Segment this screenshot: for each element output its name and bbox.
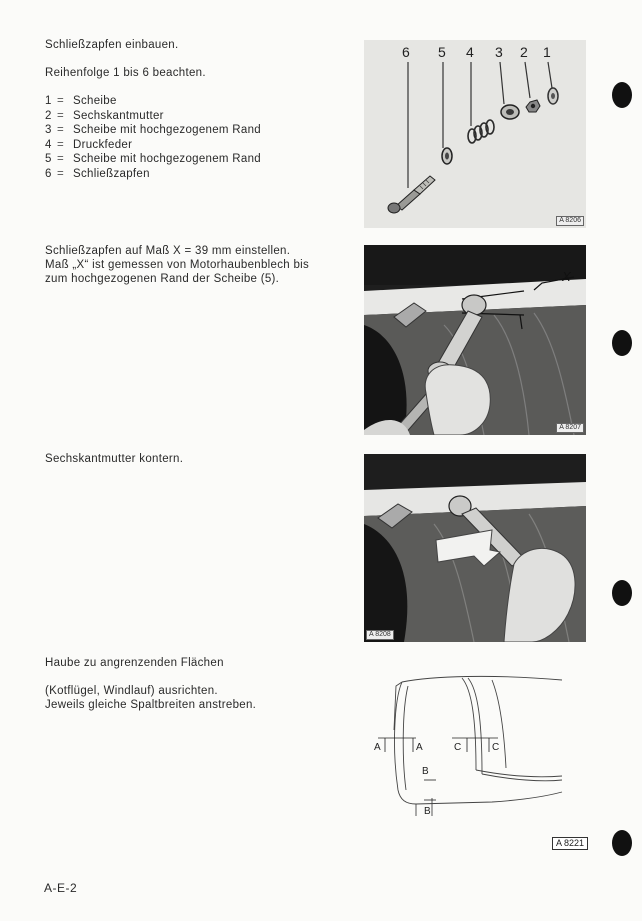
binder-hole [612,82,632,108]
gap-label-a: A [374,742,381,753]
part-equals: = [57,124,65,136]
figure-reference: A 8207 [556,423,584,433]
figure-parts-exploded [364,40,586,228]
section-2-line-1: Schließzapfen auf Maß X = 39 mm einstellen. [45,245,291,257]
section-4-line-2: (Kotflügel, Windlauf) ausrichten. [45,685,218,697]
figure-reference: A 8208 [366,630,394,640]
part-number: 3 [45,124,52,136]
parts-list-item [45,94,261,109]
figure-counter-nut [364,454,586,642]
part-number: 4 [45,138,52,151]
part-label: 5 [438,44,446,60]
part-equals: = [57,167,65,180]
section-4-line-1: Haube zu angrenzenden Flächen [45,657,224,669]
parts-list [45,94,261,181]
section-1-heading: Schließzapfen einbauen. [45,39,179,51]
part-number: 5 [45,153,52,165]
figure-hood-alignment [372,670,568,820]
binder-hole [612,330,632,356]
section-2-line-2: Maß „X“ ist gemessen von Motorhaubenblech bis [45,259,310,271]
page-number: A-E-2 [44,881,78,895]
part-name: Scheibe mit hochgezogenem Rand [73,153,262,165]
figure-reference: A 8206 [556,216,584,226]
part-label: 2 [520,44,528,60]
parts-list-item [45,138,261,153]
section-4-line-3: Jeweils gleiche Spaltbreiten anstreben. [45,699,257,711]
part-equals: = [57,153,65,165]
binder-hole [612,830,632,856]
part-name: Scheibe mit hochgezogenem Rand [73,124,262,136]
part-name: Druckfeder [73,138,133,151]
part-equals: = [57,109,65,122]
gap-label-b: B [424,806,431,817]
part-name: Schließzapfen [73,167,150,180]
gap-label-c: C [454,742,462,753]
part-name: Sechskantmutter [73,109,164,122]
part-equals: = [57,95,65,107]
binder-hole [612,580,632,606]
part-label: 6 [402,44,410,60]
x-dimension-label: X [562,269,571,284]
parts-list-item [45,123,261,138]
section-2-line-3: zum hochgezogenen Rand der Scheibe (5). [45,273,280,285]
part-number: 2 [45,109,52,122]
parts-list-item [45,109,261,124]
part-number: 6 [45,167,52,180]
parts-list-item [45,167,261,182]
gap-label-c: C [492,742,500,753]
figure-reference: A 8221 [552,837,588,850]
section-3-text: Sechskantmutter kontern. [45,453,184,465]
gap-label-b: B [422,766,429,777]
gap-label-a: A [416,742,423,753]
part-label: 1 [543,44,551,60]
figure-measure-x [364,245,586,435]
order-note: Reihenfolge 1 bis 6 beachten. [45,67,206,79]
parts-list-item [45,152,261,167]
part-equals: = [57,138,65,151]
part-label: 3 [495,44,503,60]
part-name: Scheibe [73,95,117,107]
part-label: 4 [466,44,474,60]
part-number: 1 [45,95,52,107]
